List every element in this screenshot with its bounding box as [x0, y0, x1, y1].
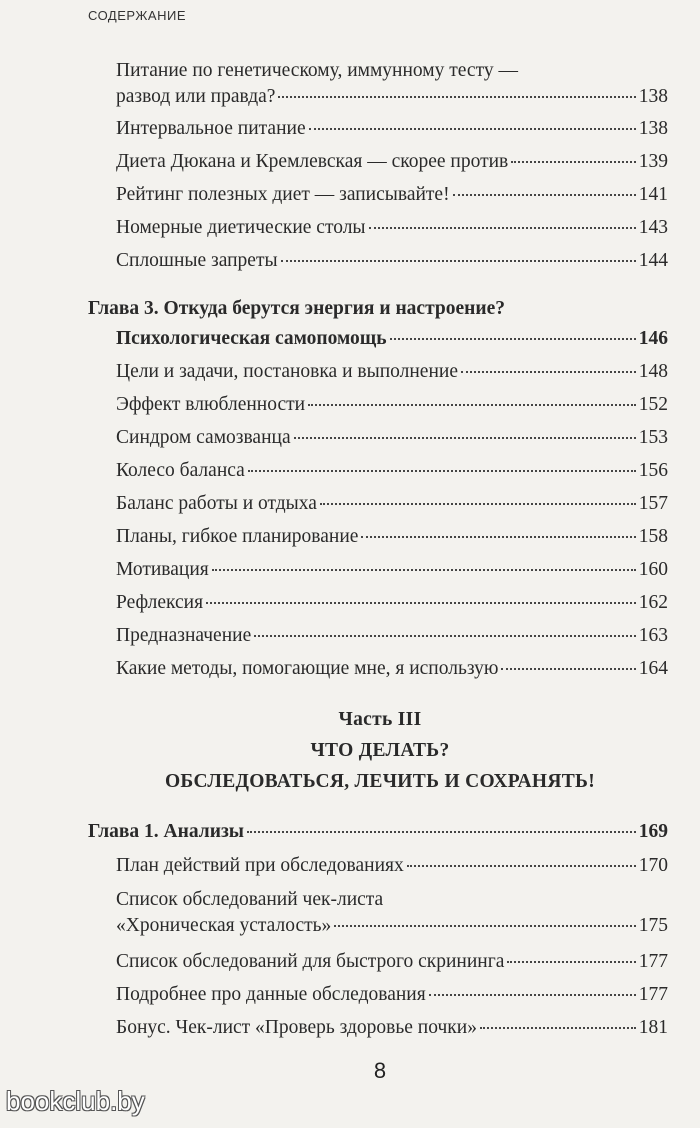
- toc-entry-page: 160: [638, 559, 668, 580]
- toc-entry-page: 175: [638, 915, 668, 936]
- toc-entry-page: 143: [638, 217, 668, 238]
- dot-leader: [308, 404, 636, 406]
- toc-entry-page: 138: [638, 86, 668, 107]
- toc-entry-page: 138: [638, 118, 668, 139]
- chapter-entry: [88, 820, 668, 844]
- toc-entry-page: 157: [638, 493, 668, 514]
- dot-leader: [361, 536, 635, 538]
- dot-leader: [278, 96, 635, 98]
- dot-leader: [212, 569, 636, 571]
- toc-entry-title: Сплошные запреты: [116, 250, 278, 271]
- dot-leader: [511, 161, 635, 163]
- dot-leader: [247, 831, 636, 833]
- dot-leader: [407, 865, 636, 867]
- toc-entry-title: Колесо баланса: [116, 460, 245, 481]
- watermark-logo: bookclub.by: [6, 1086, 145, 1116]
- toc-entry: [116, 327, 668, 351]
- toc-entry-title: Диета Дюкана и Кремлевская — скорее против: [116, 151, 509, 172]
- dot-leader: [320, 503, 636, 505]
- part-title-line-1: ЧТО ДЕЛАТЬ?: [310, 740, 450, 761]
- toc-entry: [116, 950, 668, 974]
- toc-entry-title: Бонус. Чек-лист «Проверь здоровье почки»: [116, 1017, 477, 1038]
- toc-entry: [116, 249, 668, 273]
- dot-leader: [429, 994, 636, 996]
- dot-leader: [294, 437, 636, 439]
- toc-entry-page: 164: [638, 658, 668, 679]
- toc-entry-title: Мотивация: [116, 559, 209, 580]
- dot-leader: [309, 128, 636, 130]
- toc-entry-page: 144: [638, 250, 668, 271]
- toc-entry-title: Психологическая самопомощь: [116, 328, 387, 349]
- toc-entry-title: «Хроническая усталость»: [116, 915, 332, 936]
- toc-entry-title: Какие методы, помогающие мне, я использую: [116, 658, 499, 679]
- dot-leader: [461, 371, 636, 373]
- page-number: 8: [373, 1058, 387, 1083]
- chapter-heading: Глава 3. Откуда берутся энергия и настроение?: [88, 298, 506, 319]
- dot-leader: [507, 961, 635, 963]
- toc-entry-title: Эффект влюбленности: [116, 394, 306, 415]
- toc-entry: [116, 591, 668, 615]
- toc-entry: [116, 426, 668, 450]
- toc-entry: [116, 914, 668, 938]
- toc-entry-title: Баланс работы и отдыха: [116, 493, 317, 514]
- toc-entry-title: развод или правда?: [116, 86, 276, 107]
- dot-leader: [501, 668, 635, 670]
- toc-entry-page: 141: [638, 184, 668, 205]
- dot-leader: [254, 635, 636, 637]
- dot-leader: [390, 338, 636, 340]
- toc-entry-title: План действий при обследованиях: [116, 855, 404, 876]
- toc-entry-title: Питание по генетическому, иммунному тесту —: [116, 60, 518, 81]
- toc-entry: [116, 360, 668, 384]
- toc-entry-title: Интервальное питание: [116, 118, 306, 139]
- toc-entry-title: Рефлексия: [116, 592, 204, 613]
- dot-leader: [334, 925, 635, 927]
- toc-entry-title: Список обследований для быстрого скрининга: [116, 951, 505, 972]
- dot-leader: [281, 260, 636, 262]
- toc-entry-title: Цели и задачи, постановка и выполнение: [116, 361, 458, 382]
- toc-entry-page: 148: [638, 361, 668, 382]
- toc-entry-page: 156: [638, 460, 668, 481]
- toc-entry-page: 162: [638, 592, 668, 613]
- toc-entry: [116, 854, 668, 878]
- toc-entry-title: Предназначение: [116, 625, 252, 646]
- toc-entry: [116, 183, 668, 207]
- toc-entry: [116, 459, 668, 483]
- toc-entry-title: Подробнее про данные обследования: [116, 984, 426, 1005]
- toc-entry: [116, 1016, 668, 1040]
- toc-entry: [116, 85, 668, 109]
- toc-entry-title: Рейтинг полезных диет — записывайте!: [116, 184, 450, 205]
- toc-entry-page: 181: [638, 1017, 668, 1038]
- toc-entry-title: Синдром самозванца: [116, 427, 291, 448]
- toc-entry: [116, 657, 668, 681]
- toc-entry: [116, 525, 668, 549]
- toc-entry-page: 169: [638, 821, 668, 842]
- toc-entry-page: 139: [638, 151, 668, 172]
- toc-entry-title: Список обследований чек-листа: [116, 889, 384, 910]
- toc-entry-page: 177: [638, 984, 668, 1005]
- toc-entry-title: Глава 1. Анализы: [88, 821, 245, 842]
- toc-entry: [116, 150, 668, 174]
- toc-entry: [116, 983, 668, 1007]
- toc-entry: [116, 558, 668, 582]
- part-title-line-2: ОБСЛЕДОВАТЬСЯ, ЛЕЧИТЬ И СОХРАНЯТЬ!: [164, 771, 596, 792]
- toc-entry-page: 152: [638, 394, 668, 415]
- dot-leader: [480, 1027, 636, 1029]
- toc-entry-page: 158: [638, 526, 668, 547]
- toc-entry: [116, 624, 668, 648]
- part-label: Часть III: [338, 709, 422, 730]
- toc-entry-title: Номерные диетические столы: [116, 217, 366, 238]
- toc-entry: [116, 492, 668, 516]
- toc-entry-page: 146: [638, 328, 668, 349]
- toc-entry-page: 177: [638, 951, 668, 972]
- dot-leader: [248, 470, 636, 472]
- running-header: СОДЕРЖАНИЕ: [88, 8, 187, 23]
- toc-entry-title: Планы, гибкое планирование: [116, 526, 359, 547]
- toc-entry: [116, 393, 668, 417]
- toc-entry-page: 163: [638, 625, 668, 646]
- toc-entry-page: 170: [638, 855, 668, 876]
- dot-leader: [206, 602, 636, 604]
- dot-leader: [453, 194, 636, 196]
- toc-entry: [116, 117, 668, 141]
- toc-entry-page: 153: [638, 427, 668, 448]
- dot-leader: [369, 227, 636, 229]
- toc-entry: [116, 216, 668, 240]
